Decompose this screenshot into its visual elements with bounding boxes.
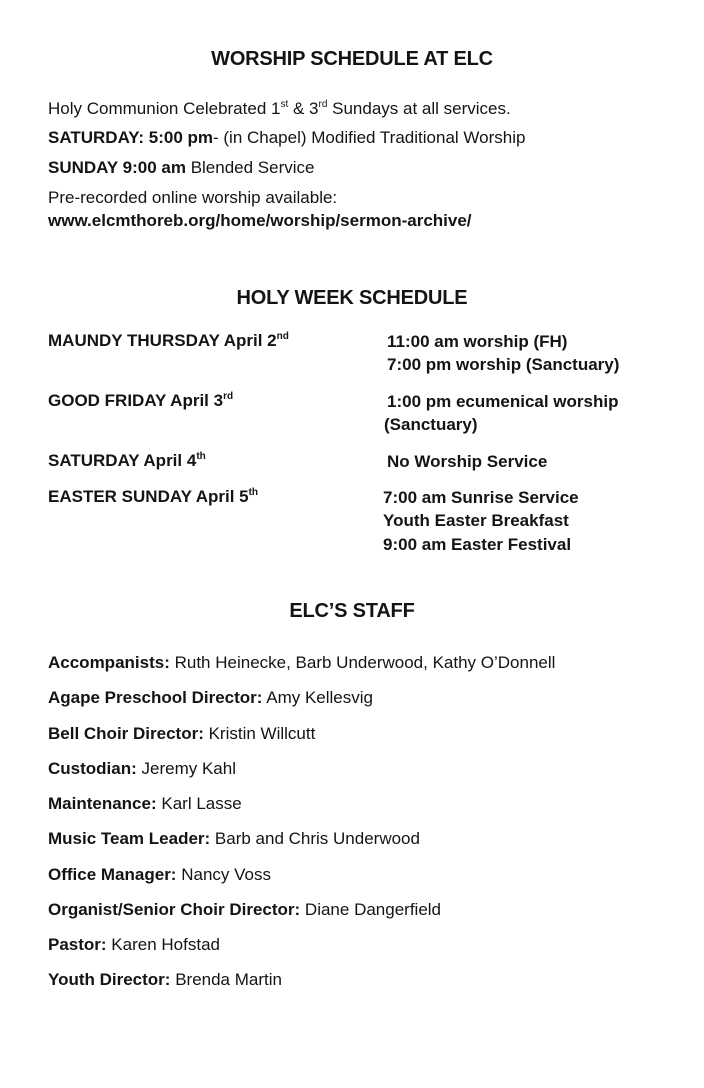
holy-week-detail: 11:00 am worship (FH) xyxy=(387,332,568,351)
staff-row: Bell Choir Director: Kristin Willcutt xyxy=(48,724,316,743)
holy-week-detail: 7:00 pm worship (Sanctuary) xyxy=(387,355,620,374)
staff-heading: ELC’S STAFF xyxy=(289,600,415,622)
staff-row: Agape Preschool Director: Amy Kellesvig xyxy=(48,688,373,707)
holy-week-detail: 1:00 pm ecumenical worship xyxy=(387,392,619,411)
holy-week-day-maundy-thursday: MAUNDY THURSDAY April 2nd xyxy=(48,331,289,350)
holy-week-detail: (Sanctuary) xyxy=(384,415,478,434)
staff-row: Office Manager: Nancy Voss xyxy=(48,865,271,884)
saturday-service-line: SATURDAY: 5:00 pm- (in Chapel) Modified Traditional Worship xyxy=(48,128,526,147)
worship-schedule-heading: WORSHIP SCHEDULE AT ELC xyxy=(211,48,493,70)
staff-row: Custodian: Jeremy Kahl xyxy=(48,759,236,778)
holy-week-heading: HOLY WEEK SCHEDULE xyxy=(236,287,468,309)
online-worship-text: Pre-recorded online worship available: xyxy=(48,188,338,207)
staff-row: Music Team Leader: Barb and Chris Underwood xyxy=(48,829,420,848)
sunday-service-line: SUNDAY 9:00 am Blended Service xyxy=(48,158,315,177)
holy-week-day-good-friday: GOOD FRIDAY April 3rd xyxy=(48,391,234,410)
holy-week-detail: Youth Easter Breakfast xyxy=(383,511,569,530)
sermon-archive-link[interactable]: www.elcmthoreb.org/home/worship/sermon-archive/ xyxy=(48,211,472,230)
holy-week-day-easter-sunday: EASTER SUNDAY April 5th xyxy=(48,487,259,506)
holy-week-detail: 7:00 am Sunrise Service xyxy=(383,488,579,507)
staff-row: Pastor: Karen Hofstad xyxy=(48,935,220,954)
staff-row: Organist/Senior Choir Director: Diane Dangerfield xyxy=(48,900,442,919)
communion-line: Holy Communion Celebrated 1st & 3rd Sundays at all services. xyxy=(48,99,511,118)
holy-week-detail: 9:00 am Easter Festival xyxy=(383,535,572,554)
staff-row: Youth Director: Brenda Martin xyxy=(48,970,282,989)
holy-week-day-saturday: SATURDAY April 4th xyxy=(48,451,206,470)
holy-week-detail: No Worship Service xyxy=(387,452,548,471)
staff-row: Maintenance: Karl Lasse xyxy=(48,794,242,813)
staff-row: Accompanists: Ruth Heinecke, Barb Underwood, Kathy O’Donnell xyxy=(48,653,556,672)
